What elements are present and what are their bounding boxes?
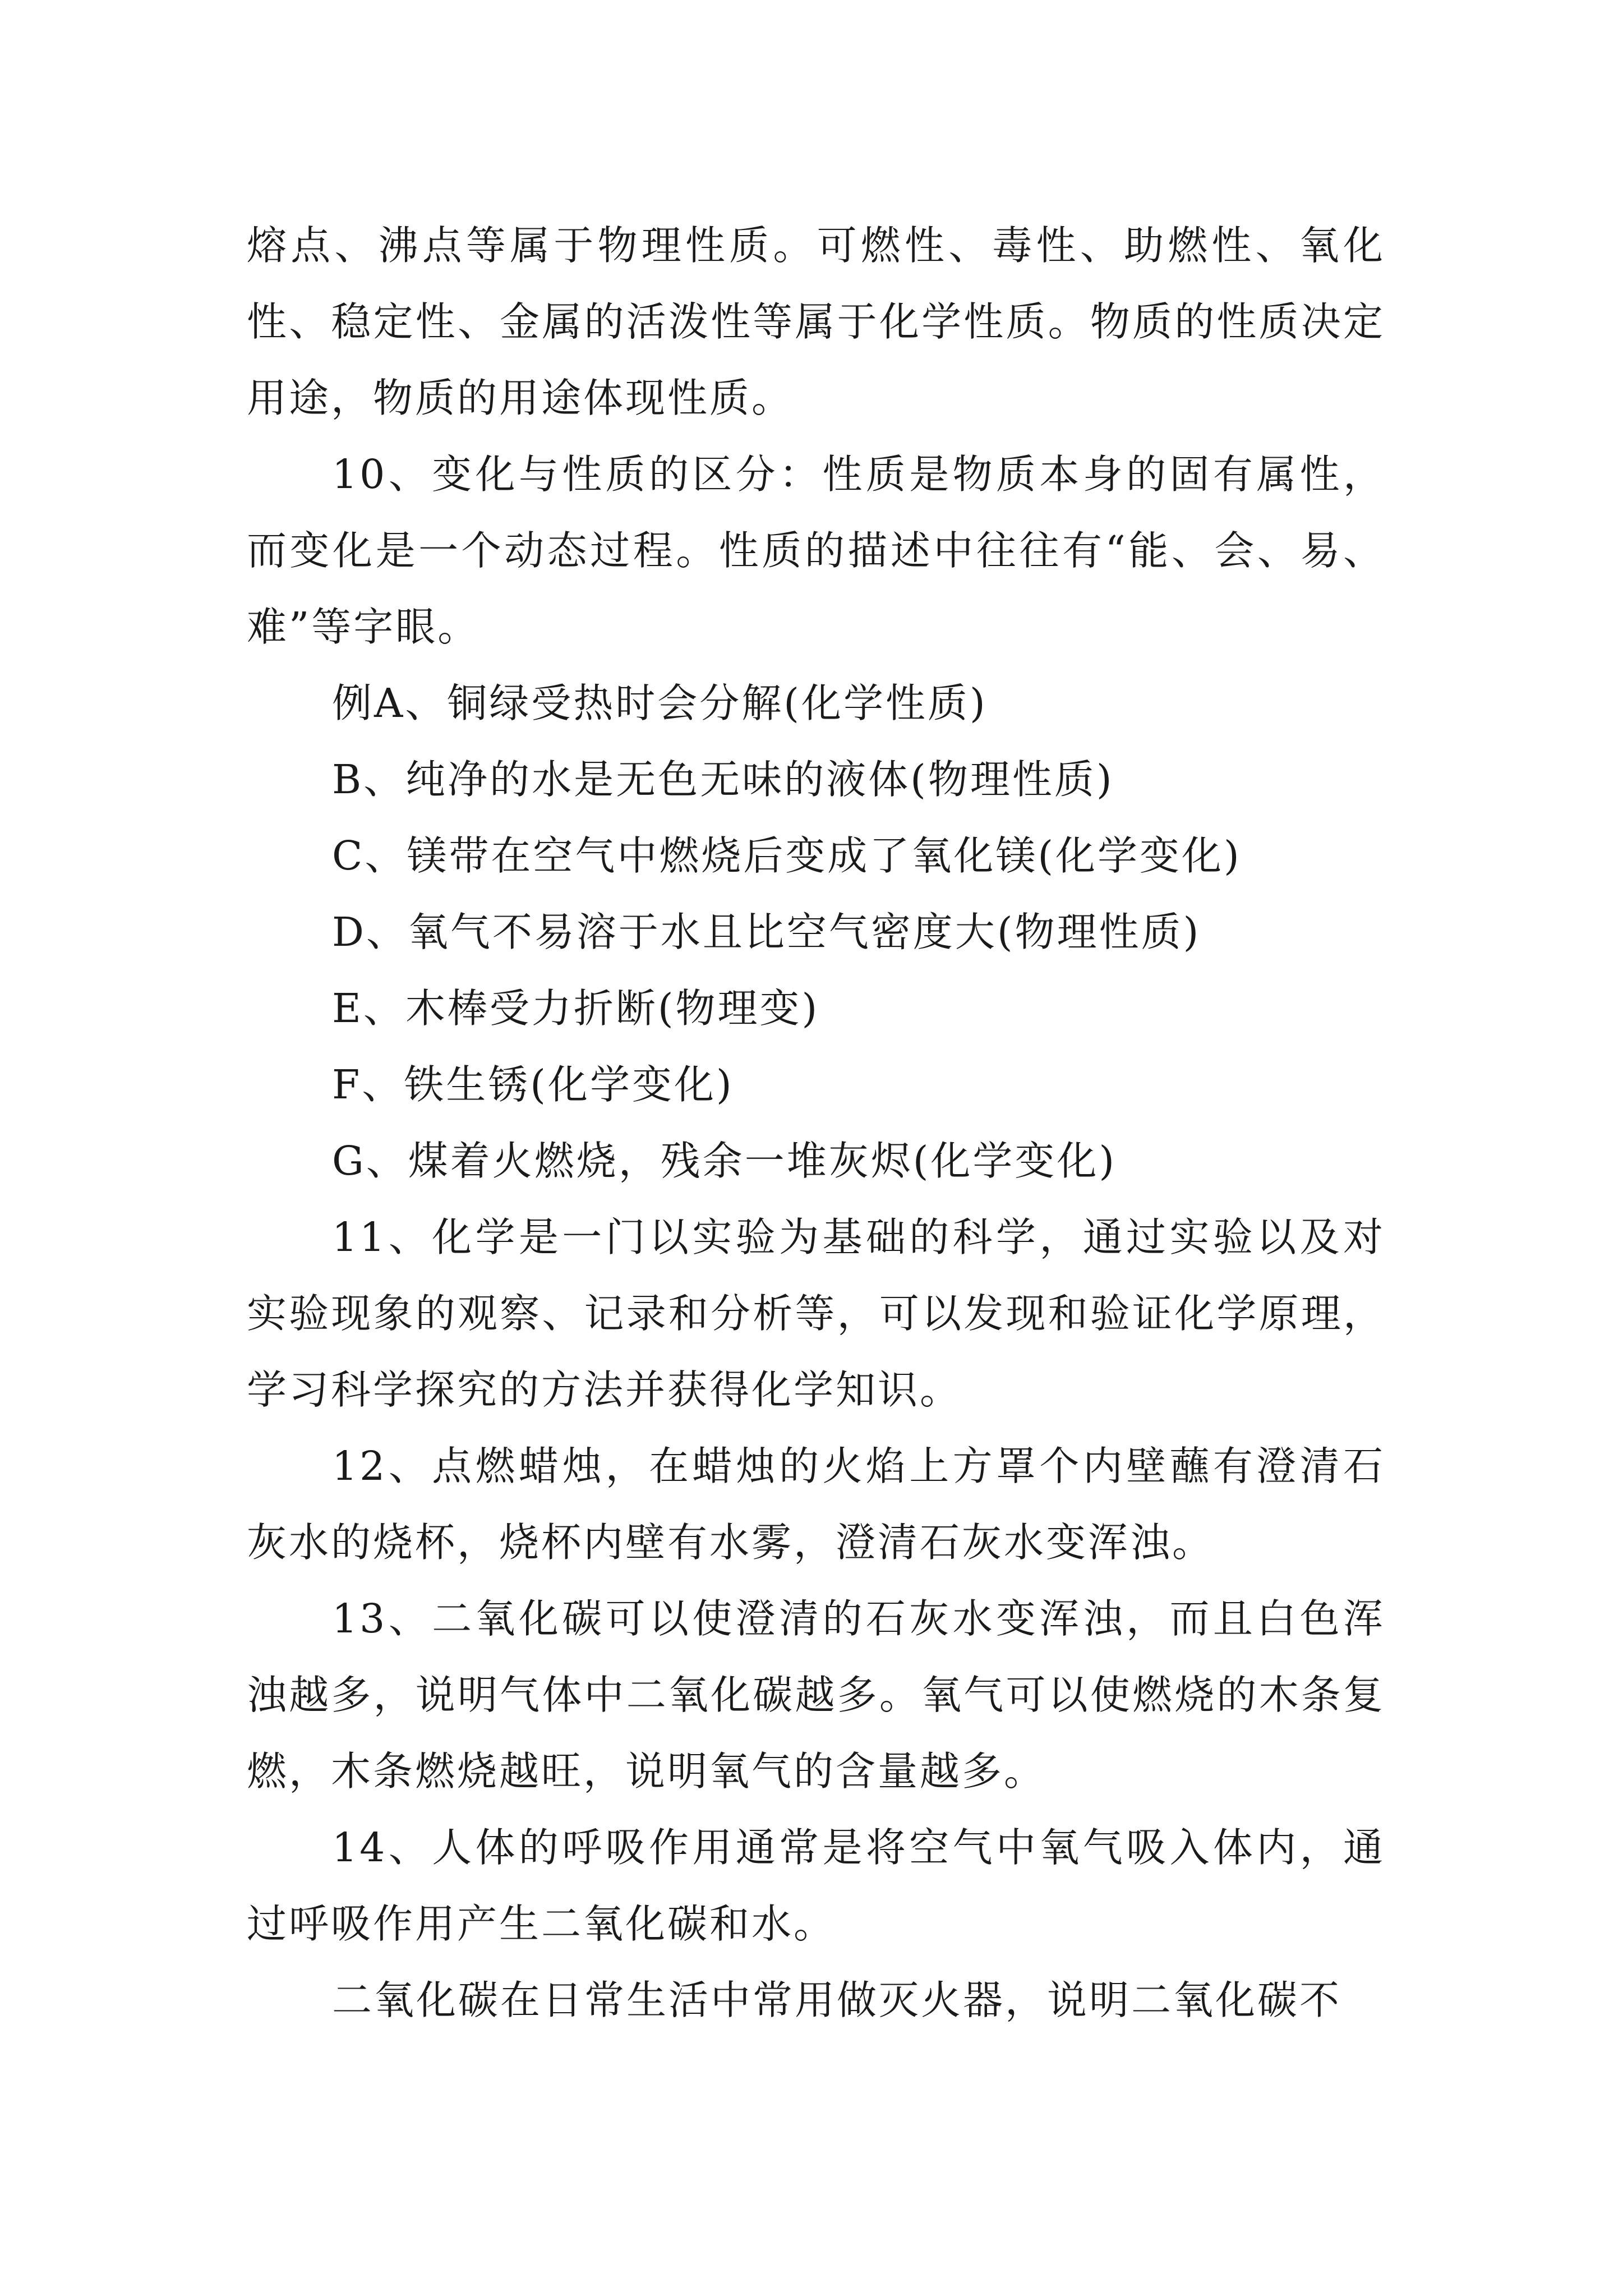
example-f: F、铁生锈(化学变化) bbox=[332, 1061, 734, 1108]
example-d: D、氧气不易溶于水且比空气密度大(物理性质) bbox=[332, 909, 1201, 955]
paragraph-item-10: 10、变化与性质的区分：性质是物质本身的固有属性，而变化是一个动态过程。性质的描述中往往有“能、会、易、难”等字眼。 bbox=[247, 451, 1385, 650]
document-body bbox=[247, 208, 1385, 2039]
paragraph-item-13: 13、二氧化碳可以使澄清的石灰水变浑浊，而且白色浑浊越多，说明气体中二氧化碳越多。氧气可以使燃烧的木条复燃，木条燃烧越旺，说明氧气的含量越多。 bbox=[247, 1595, 1385, 1795]
example-e: E、木棒受力折断(物理变) bbox=[332, 985, 820, 1032]
example-g: G、煤着火燃烧，残余一堆灰烬(化学变化) bbox=[332, 1138, 1117, 1184]
paragraph-item-14: 14、人体的呼吸作用通常是将空气中氧气吸入体内，通过呼吸作用产生二氧化碳和水。 bbox=[247, 1824, 1385, 1947]
paragraph-item-12: 12、点燃蜡烛，在蜡烛的火焰上方罩个内壁蘸有澄清石灰水的烧杯，烧杯内壁有水雾，澄清石灰水变浑浊。 bbox=[247, 1443, 1385, 1566]
paragraph-item-11: 11、化学是一门以实验为基础的科学，通过实验以及对实验现象的观察、记录和分析等，可以发现和验证化学原理，学习科学探究的方法并获得化学知识。 bbox=[247, 1214, 1385, 1413]
paragraph-properties-intro: 熔点、沸点等属于物理性质。可燃性、毒性、助燃性、氧化性、稳定性、金属的活泼性等属于化学性质。物质的性质决定用途，物质的用途体现性质。 bbox=[247, 222, 1385, 421]
example-c: C、镁带在空气中燃烧后变成了氧化镁(化学变化) bbox=[332, 832, 1242, 879]
example-b: B、纯净的水是无色无味的液体(物理性质) bbox=[332, 756, 1114, 803]
example-a: 例A、铜绿受热时会分解(化学性质) bbox=[332, 680, 988, 726]
paragraph-co2-fire-extinguisher: 二氧化碳在日常生活中常用做灭火器，说明二氧化碳不 bbox=[332, 1977, 1342, 2023]
